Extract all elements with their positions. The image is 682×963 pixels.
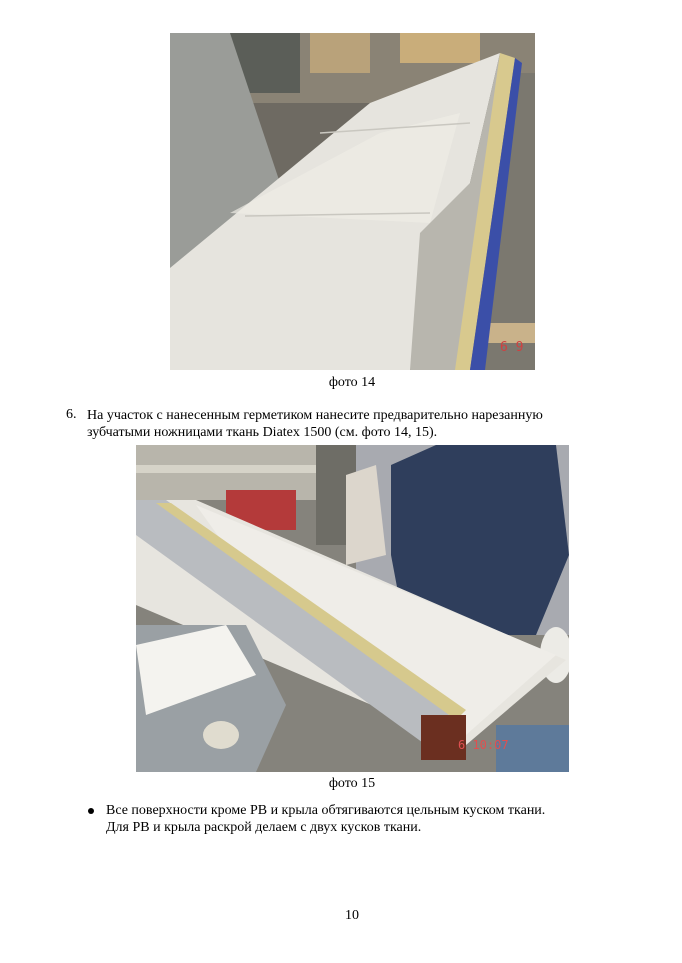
step-text-line-1: На участок с нанесенным герметиком нанесите предварительно нарезанную	[87, 408, 543, 423]
photo-14-caption: фото 14	[328, 375, 376, 390]
photo-15	[136, 445, 569, 772]
step-text-line-2: зубчатыми ножницами ткань Diatex 1500 (см. фото 14, 15).	[87, 425, 438, 440]
photo-15-caption: фото 15	[328, 776, 376, 791]
photo-14	[170, 33, 535, 370]
bullet-text-line-1: Все поверхности кроме РВ и крыла обтягиваются цельным куском ткани.	[106, 803, 546, 818]
photo-14-date-stamp: 6 9	[500, 340, 524, 355]
page-number: 10	[345, 908, 359, 923]
step-number: 6.	[66, 407, 77, 422]
bullet-dot	[88, 808, 94, 814]
photo-15-date-stamp: 6 10:07	[458, 738, 509, 752]
bullet-text-line-2: Для РВ и крыла раскрой делаем с двух кусков ткани.	[106, 820, 422, 835]
